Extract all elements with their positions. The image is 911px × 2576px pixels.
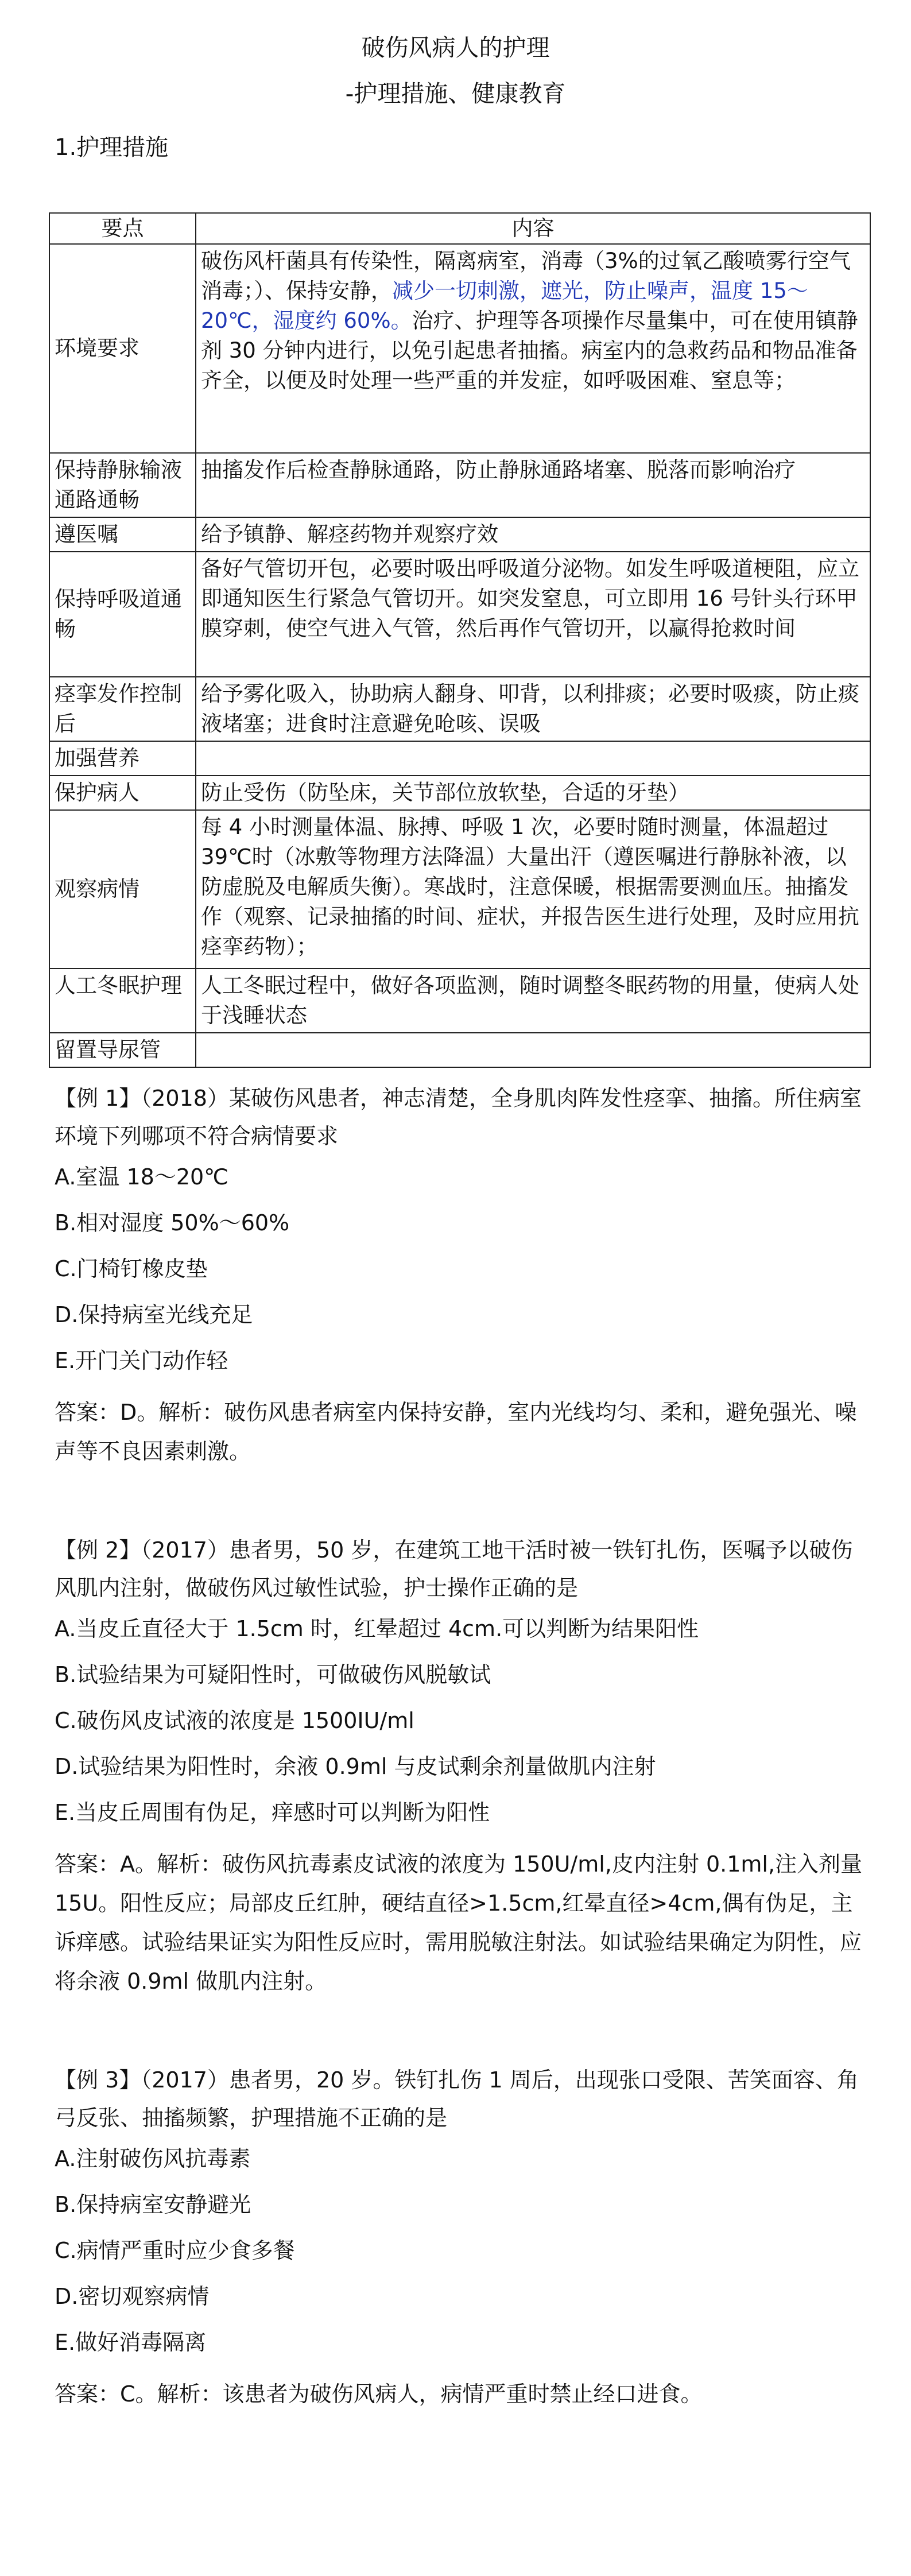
option-e: E.做好消毒隔离 [55, 2330, 207, 2355]
row-key: 环境要求 [49, 244, 196, 453]
option-b: B.保持病室安静避光 [55, 2192, 251, 2217]
row-content-text: 治疗、护理等各项操作尽量集中，可在使用镇静剂 30 分钟内进行，以免引起患者抽搐。病室内的急救药品和物品准备齐全，以便及时处理一些严重的并发症，如呼吸困难、窒息等； [201, 308, 858, 393]
table-header-row [49, 213, 870, 244]
table-header-content: 内容 [196, 213, 870, 244]
row-content: 防止受伤（防坠床，关节部位放软垫，合适的牙垫） [196, 776, 870, 810]
table-row [49, 244, 870, 453]
nursing-measures-table [49, 212, 871, 1068]
row-key: 观察病情 [49, 810, 196, 969]
row-content: 备好气管切开包，必要时吸出呼吸道分泌物。如发生呼吸道梗阻，应立即通知医生行紧急气管切开。如突发窒息，可立即用 16 号针头行环甲膜穿刺，使空气进入气管，然后再作气管切开，以赢得抢救时间 [196, 552, 870, 677]
row-key: 痉挛发作控制后 [49, 677, 196, 741]
table-row [49, 776, 870, 810]
answer-text: 答案：D。解析：破伤风患者病室内保持安静，室内光线均匀、柔和，避免强光、噪声等不良因素刺激。 [55, 1400, 857, 1464]
option-d: D.试验结果为阳性时，余液 0.9ml 与皮试剩余剂量做肌内注射 [55, 1754, 656, 1779]
option-a: A.室温 18～20℃ [55, 1164, 228, 1190]
option-e: E.当皮丘周围有伪足，痒感时可以判断为阳性 [55, 1800, 490, 1825]
option-a: A.注射破伤风抗毒素 [55, 2146, 251, 2171]
table-header-key: 要点 [49, 213, 196, 244]
page-title: 破伤风病人的护理 [361, 34, 550, 61]
option-a: A.当皮丘直径大于 1.5cm 时，红晕超过 4cm.可以判断为结果阳性 [55, 1616, 699, 1641]
row-content [196, 244, 870, 453]
page-subtitle: -护理措施、健康教育 [345, 80, 566, 107]
row-content [196, 1033, 870, 1067]
option-d: D.保持病室光线充足 [55, 1302, 253, 1327]
section-heading: 1.护理措施 [55, 134, 169, 161]
table-row [49, 453, 870, 517]
table-row [49, 969, 870, 1033]
option-c: C.破伤风皮试液的浓度是 1500IU/ml [55, 1708, 414, 1733]
row-key: 留置导尿管 [49, 1033, 196, 1067]
answer-text: 答案：A。解析：破伤风抗毒素皮试液的浓度为 150U/ml,皮内注射 0.1ml,注入剂量 15U。阳性反应；局部皮丘红肿，硬结直径>1.5cm,红晕直径>4cm,偶有伪足，主诉痒感。试验结果证实为阳性反应时，需用脱敏注射法。如试验结果确定为阴性，应将余液 0.9ml 做肌内注射。 [55, 1851, 863, 1994]
table-row [49, 810, 870, 969]
highlighted-text: 减少一切刺激，遮光，防止噪声，温度 15～20℃，湿度约 60%。 [201, 278, 808, 333]
option-c: C.门椅钉橡皮垫 [55, 1256, 208, 1281]
option-d: D.密切观察病情 [55, 2284, 210, 2309]
option-c: C.病情严重时应少食多餐 [55, 2238, 295, 2263]
table-row [49, 517, 870, 552]
row-content: 抽搐发作后检查静脉通路，防止静脉通路堵塞、脱落而影响治疗 [196, 453, 870, 517]
row-content: 人工冬眠过程中，做好各项监测，随时调整冬眠药物的用量，使病人处于浅睡状态 [196, 969, 870, 1033]
row-content: 给予雾化吸入，协助病人翻身、叩背，以利排痰；必要时吸痰，防止痰液堵塞；进食时注意避免呛咳、误吸 [196, 677, 870, 741]
answer-text: 答案：C。解析：该患者为破伤风病人，病情严重时禁止经口进食。 [55, 2381, 703, 2407]
table-row [49, 552, 870, 677]
question-text: 【例 1】（2018）某破伤风患者，神志清楚，全身肌肉阵发性痉挛、抽搐。所住病室环境下列哪项不符合病情要求 [55, 1086, 862, 1149]
question-text: 【例 3】（2017）患者男，20 岁。铁钉扎伤 1 周后，出现张口受限、苦笑面容、角弓反张、抽搐频繁，护理措施不正确的是 [55, 2067, 859, 2130]
row-content [196, 741, 870, 776]
row-content: 给予镇静、解痉药物并观察疗效 [196, 517, 870, 552]
example-question [55, 1079, 870, 1471]
example-question [55, 1531, 870, 2001]
row-key: 加强营养 [49, 741, 196, 776]
option-e: E.开门关门动作轻 [55, 1348, 228, 1373]
row-key: 保持静脉输液通路通畅 [49, 453, 196, 517]
row-key: 人工冬眠护理 [49, 969, 196, 1033]
table-row [49, 1033, 870, 1067]
row-content-text: 破伤风杆菌具有传染性，隔离病室，消毒（3%的过氧乙酸喷雾行空气消毒；）、保持安静， [201, 249, 851, 303]
option-b: B.试验结果为可疑阳性时，可做破伤风脱敏试 [55, 1662, 491, 1687]
row-key: 遵医嘱 [49, 517, 196, 552]
row-content: 每 4 小时测量体温、脉搏、呼吸 1 次，必要时随时测量，体温超过 39℃时（冰敷等物理方法降温）大量出汗（遵医嘱进行静脉补液，以防虚脱及电解质失衡）。寒战时，注意保暖，根据需要测血压。抽搐发作（观察、记录抽搐的时间、症状，并报告医生进行处理，及时应用抗痉挛药物）； [196, 810, 870, 969]
question-text: 【例 2】（2017）患者男，50 岁，在建筑工地干活时被一铁钉扎伤，医嘱予以破伤风肌内注射，做破伤风过敏性试验，护士操作正确的是 [55, 1537, 853, 1601]
option-b: B.相对湿度 50%～60% [55, 1210, 290, 1235]
examples-section [55, 1079, 870, 2474]
table-row [49, 741, 870, 776]
row-key: 保护病人 [49, 776, 196, 810]
row-key: 保持呼吸道通畅 [49, 552, 196, 677]
example-question [55, 2061, 870, 2414]
table-row [49, 677, 870, 741]
